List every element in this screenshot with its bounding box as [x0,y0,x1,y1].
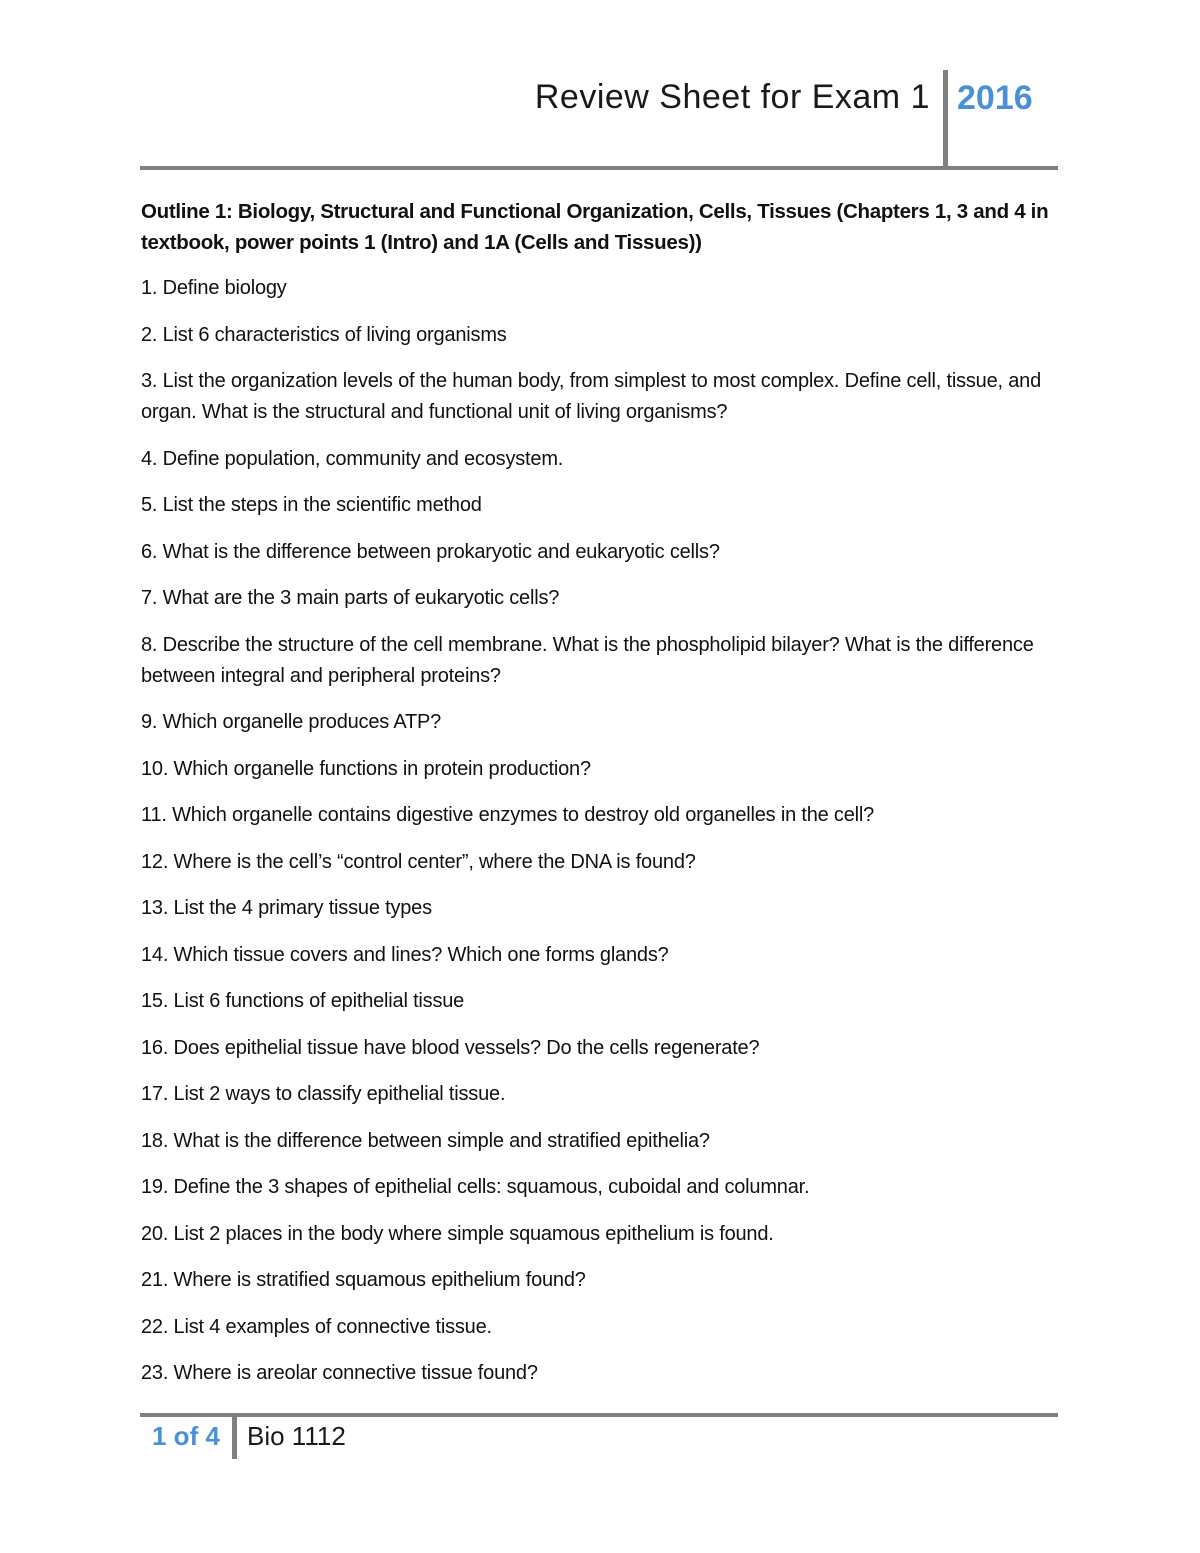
question-item: 6. What is the difference between prokaryotic and eukaryotic cells? [141,540,720,563]
question-item: 16. Does epithelial tissue have blood vessels? Do the cells regenerate? [141,1036,760,1059]
question-item: 2. List 6 characteristics of living organisms [141,323,507,346]
header-divider [943,70,948,168]
question-item: 13. List the 4 primary tissue types [141,897,432,919]
outline-heading: Outline 1: Biology, Structural and Functional Organization, Cells, Tissues (Chapters 1, 3 and 4 in textbook, power points 1 (Intro) and 1A (Cells and Tissues)) [141,200,1049,254]
course-name: Bio 1112 [247,1421,346,1451]
question-item: 9. Which organelle produces ATP? [141,711,442,733]
question-item: 10. Which organelle functions in protein production? [141,757,591,780]
question-item: 15. List 6 functions of epithelial tissue [141,990,465,1012]
footer-divider [232,1417,237,1459]
question-item: 22. List 4 examples of connective tissue. [141,1315,492,1338]
question-list [141,273,1056,1389]
question-item: 20. List 2 places in the body where simple squamous epithelium is found. [141,1222,774,1245]
question-item: 14. Which tissue covers and lines? Which one forms glands? [141,943,669,966]
question-item: 19. Define the 3 shapes of epithelial cells: squamous, cuboidal and columnar. [141,1176,810,1198]
question-item: 11. Which organelle contains digestive enzymes to destroy old organelles in the cell? [141,804,875,826]
page-number: 1 of 4 [152,1421,220,1451]
question-item: 5. List the steps in the scientific method [141,494,482,516]
question-item: 23. Where is areolar connective tissue found? [141,1362,538,1384]
question-item: 8. Describe the structure of the cell membrane. What is the phospholipid bilayer? What is the difference between integral and peripheral proteins? [141,633,1034,687]
question-item: 1. Define biology [141,277,287,299]
question-item: 17. List 2 ways to classify epithelial tissue. [141,1083,506,1105]
question-item: 7. What are the 3 main parts of eukaryotic cells? [141,587,560,609]
document-title: Review Sheet for Exam 1 [534,78,930,116]
page-header [140,70,1058,168]
document-year: 2016 [957,79,1033,117]
header-rule [140,166,1058,170]
question-item: 3. List the organization levels of the human body, from simplest to most complex. Define cell, tissue, and organ. What is the structural and functional unit of living organisms? [141,370,1041,423]
question-item: 12. Where is the cell’s “control center”, where the DNA is found? [141,850,696,873]
page-content [141,196,1056,1405]
page-footer [140,1417,1058,1459]
question-item: 21. Where is stratified squamous epithelium found? [141,1269,586,1291]
question-item: 4. Define population, community and ecosystem. [141,447,564,470]
question-item: 18. What is the difference between simple and stratified epithelia? [141,1129,710,1152]
